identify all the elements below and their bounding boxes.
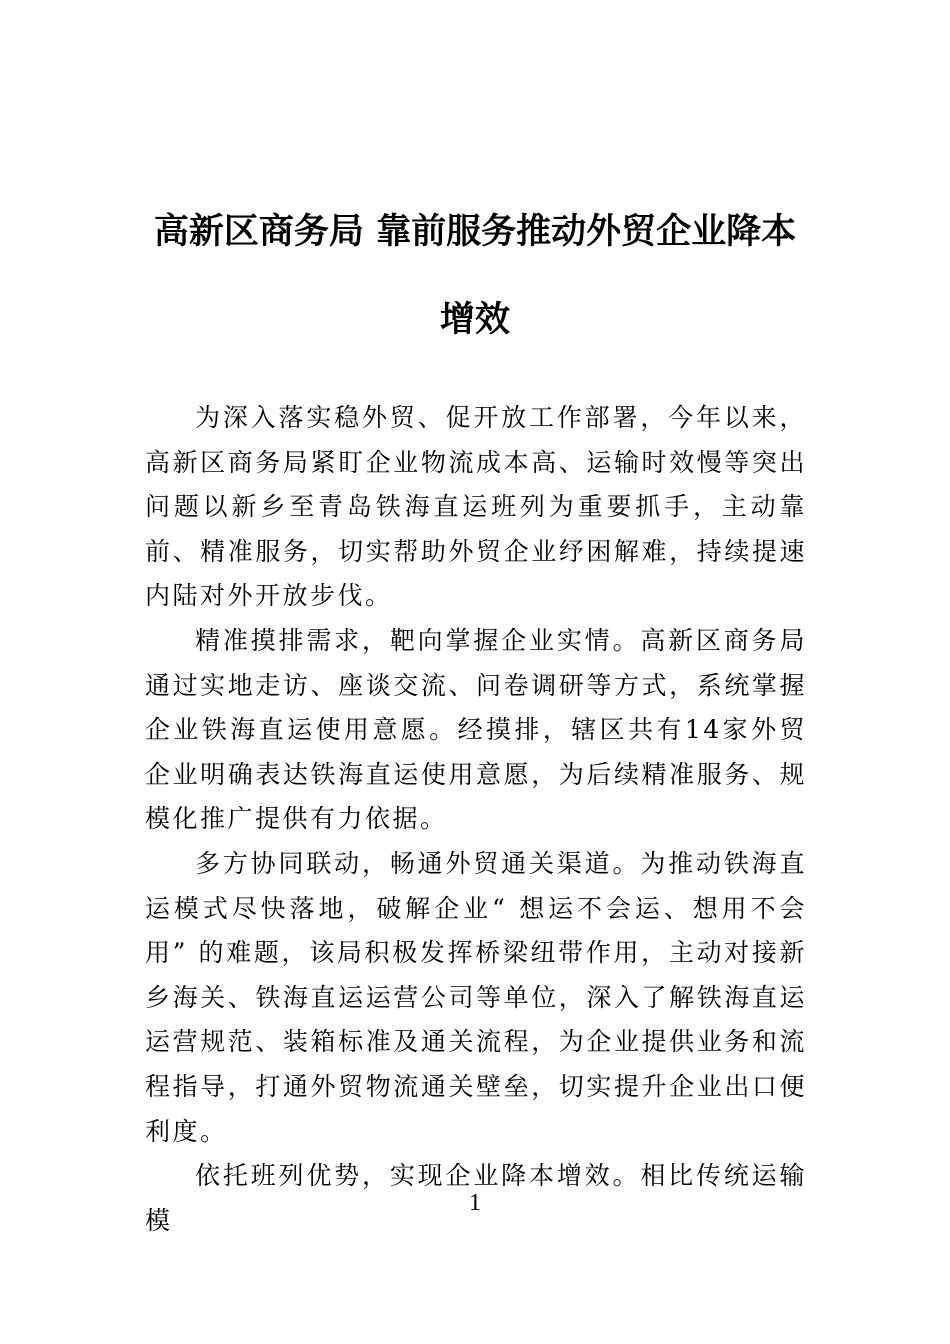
paragraph-needs-survey: 精准摸排需求，靶向掌握企业实情。高新区商务局通过实地走访、座谈交流、问卷调研等方式，系统掌握企业铁海直运使用意愿。经摸排，辖区共有14家外贸企业明确表达铁海直运使用意愿，为后续精准服务、规模化推广提供有力依据。	[145, 625, 807, 834]
paragraph-customs-coordination: 多方协同联动，畅通外贸通关渠道。为推动铁海直运模式尽快落地，破解企业“ 想运不会运、想用不会用” 的难题，该局积极发挥桥梁纽带作用，主动对接新乡海关、铁海直运运营公司等单位，深入了解铁海直运运营规范、装箱标准及通关流程，为企业提供业务和流程指导，打通外贸物流通关壁垒，切实提升企业出口便利度。	[145, 848, 807, 1146]
paragraph-cost-reduction: 依托班列优势，实现企业降本增效。相比传统运输模	[145, 1161, 807, 1235]
page-number: 1	[469, 1190, 481, 1216]
document-title-line-2: 增效	[439, 299, 510, 340]
document-body	[145, 396, 807, 1243]
document-title-line-1: 高新区商务局 靠前服务推动外贸企业降本	[153, 211, 797, 252]
document-title	[140, 188, 810, 364]
paragraph-intro: 为深入落实稳外贸、促开放工作部署，今年以来，高新区商务局紧盯企业物流成本高、运输时效慢等突出问题以新乡至青岛铁海直运班列为重要抓手，主动靠前、精准服务，切实帮助外贸企业纾困解难，持续提速内陆对外开放步伐。	[145, 403, 807, 611]
